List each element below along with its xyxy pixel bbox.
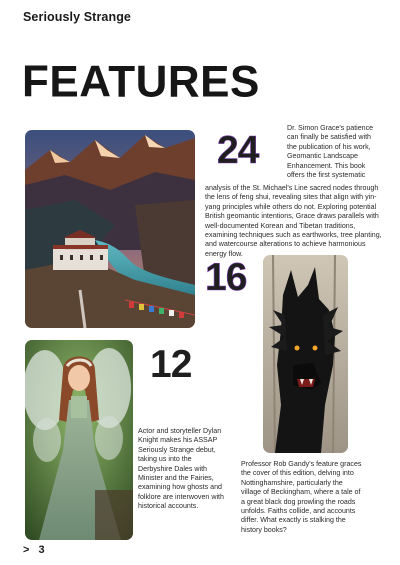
chevron-right-icon: > <box>23 544 30 556</box>
feature-12-number: 12 <box>150 343 192 386</box>
page-heading: FEATURES <box>22 56 260 107</box>
feature-12-text: Actor and storyteller Dylan Knight makes his ASSAP Seriously Strange debut, taking us into the Derbyshire Dales with Minister and the Fairies, examining how ghosts and folklore are interwoven with historical accounts. <box>138 427 224 511</box>
monastery-landscape-image <box>25 130 195 328</box>
feature-16-text: Professor Rob Gandy's feature graces the cover of this edition, delving into Nottinghamshire, particularly the village of Beckingham, where a tale of a great black dog prowling the roads unfolds. Faiths collide, and accounts differ. What exactly is stalking the history books? <box>241 460 362 534</box>
publication-title: Seriously Strange <box>23 10 131 24</box>
feature-24-text-a: Dr. Simon Grace's patience can finally be satisfied with the publication of his work, Geomantic Landscape Enhancement. This book offers the first systematic <box>287 124 374 180</box>
feature-16-number: 16 <box>205 256 247 299</box>
fairy-image <box>25 340 133 540</box>
feature-24-number: 24 <box>217 129 259 172</box>
feature-24-text-b: analysis of the St. Michael's Line sacred nodes through the lens of feng shui, revealing sites that align with yin-yang principles while others do not. Exploring potential British geomantic intentions, Grace draws parallels with well-documented Korean and Tibetan traditions, examining techniques such as earthworks, tree planting, and watercourse alterations to achieve harmonious energy flow. <box>205 184 382 258</box>
black-dog-image <box>263 255 348 453</box>
page-number <box>23 544 45 556</box>
page-number-value: 3 <box>38 544 45 556</box>
